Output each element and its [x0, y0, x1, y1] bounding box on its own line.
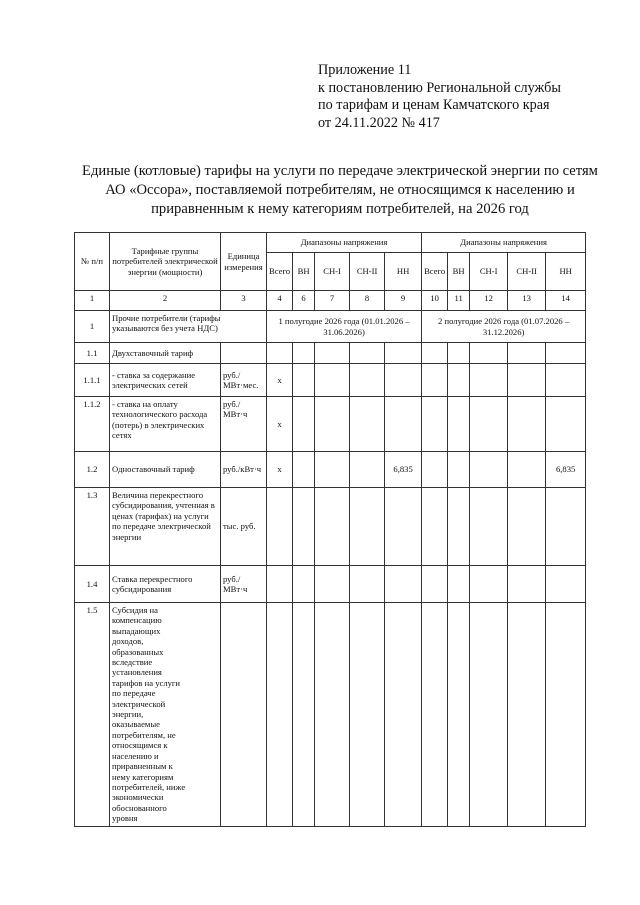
value-nn-2: 6,835 — [546, 452, 586, 488]
col-number: 12 — [470, 291, 508, 311]
row-name: - ставка за содержание электрических сетей — [110, 364, 221, 397]
title-line: приравненным к нему категориям потребителей, на 2026 год — [151, 201, 529, 217]
header-sub: Всего — [422, 253, 448, 291]
table-row — [75, 488, 586, 566]
row-num: 1.4 — [75, 566, 110, 603]
row-num: 1.1.1 — [75, 364, 110, 397]
row-unit: руб./МВт·ч — [221, 397, 267, 452]
table-row — [75, 397, 586, 452]
col-number: 14 — [546, 291, 586, 311]
col-number: 3 — [221, 291, 267, 311]
col-number: 11 — [448, 291, 470, 311]
header-sub: Всего — [267, 253, 293, 291]
col-number: 7 — [315, 291, 350, 311]
row-num: 1 — [75, 311, 110, 343]
col-number: 8 — [350, 291, 385, 311]
title-line: Единые (котловые) тарифы на услуги по передаче электрической энергии по сетям — [82, 163, 598, 179]
col-number: 13 — [508, 291, 546, 311]
col-number: 4 — [267, 291, 293, 311]
header-sub: СН-II — [350, 253, 385, 291]
row-name: - ставка на оплату технологического расхода (потерь) в электрических сетях — [110, 397, 221, 452]
header-row — [75, 233, 586, 253]
row-num: 1.1.2 — [75, 397, 110, 452]
header-sub: ВН — [293, 253, 315, 291]
row-num: 1.2 — [75, 452, 110, 488]
header-groups: Тарифные группы потребителей электрической энергии (мощности) — [110, 233, 221, 291]
table-row — [75, 566, 586, 603]
half-year-2: 2 полугодие 2026 года (01.07.2026 – 31.12.2026) — [422, 311, 586, 343]
col-number: 1 — [75, 291, 110, 311]
table-row — [75, 311, 586, 343]
row-unit: руб./МВт·ч — [221, 566, 267, 603]
value-nn-1: 6,835 — [385, 452, 422, 488]
header-unit: Единица измерения — [221, 233, 267, 291]
document-title — [60, 162, 620, 219]
table-row — [75, 452, 586, 488]
row-unit: тыс. руб. — [221, 488, 267, 566]
appendix-line: Приложение 11 — [318, 62, 412, 78]
header-sub: СН-I — [470, 253, 508, 291]
header-sub: СН-I — [315, 253, 350, 291]
header-sub: СН-II — [508, 253, 546, 291]
appendix-line: по тарифам и ценам Камчатского края — [318, 97, 550, 113]
value-total-1: х — [267, 397, 293, 452]
row-name: Величина перекрестного субсидирования, учтенная в ценах (тарифах) на услуги по передаче электрической энергии — [110, 488, 221, 566]
row-unit: руб./МВт·мес. — [221, 364, 267, 397]
row-num: 1.5 — [75, 603, 110, 827]
header-sub: НН — [385, 253, 422, 291]
header-ranges-2: Диапазоны напряжения — [422, 233, 586, 253]
header-ranges-1: Диапазоны напряжения — [267, 233, 422, 253]
appendix-line: к постановлению Региональной службы — [318, 79, 561, 96]
header-sub: ВН — [448, 253, 470, 291]
col-number: 9 — [385, 291, 422, 311]
title-line: АО «Оссора», поставляемой потребителям, не относящимся к населению и — [105, 182, 575, 198]
column-number-row — [75, 291, 586, 311]
table-row — [75, 603, 586, 827]
row-num: 1.3 — [75, 488, 110, 566]
table-row — [75, 343, 586, 364]
row-name: Ставка перекрестного субсидирования — [110, 566, 221, 603]
header-num: № п/п — [75, 233, 110, 291]
table-row — [75, 364, 586, 397]
value-total-1: х — [267, 364, 293, 397]
row-name: Двухставочный тариф — [110, 343, 221, 364]
appendix-header — [318, 62, 561, 132]
half-year-1: 1 полугодие 2026 года (01.01.2026 – 31.06.2026) — [267, 311, 422, 343]
tariff-table — [74, 232, 586, 827]
col-number: 6 — [293, 291, 315, 311]
header-sub: НН — [546, 253, 586, 291]
col-number: 10 — [422, 291, 448, 311]
row-unit: руб./кВт·ч — [221, 452, 267, 488]
value-total-1: х — [267, 452, 293, 488]
row-name: Субсидия на компенсацию выпадающих доходов, образованных вследствие установления тарифов на услуги по передаче электрической энергии, оказываемые потребителям, не относящимся к населению и приравненным к нему категориям потребителей, ниже экономически обоснованного уровня — [110, 603, 221, 827]
col-number: 2 — [110, 291, 221, 311]
row-name: Одноставочный тариф — [110, 452, 221, 488]
appendix-line: от 24.11.2022 № 417 — [318, 114, 440, 131]
row-name: Прочие потребители (тарифы указываются без учета НДС) — [110, 311, 267, 343]
row-num: 1.1 — [75, 343, 110, 364]
